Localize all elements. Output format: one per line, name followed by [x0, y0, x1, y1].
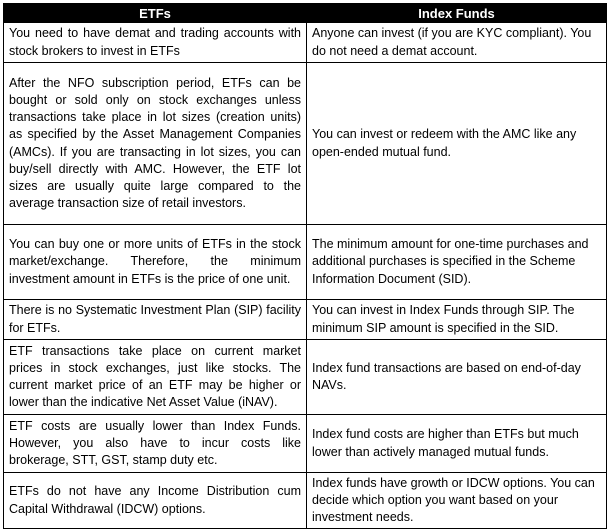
- index-fund-cell: You can invest or redeem with the AMC like any open-ended mutual fund.: [307, 63, 607, 225]
- table-row: [4, 23, 607, 63]
- table-row: [4, 340, 607, 415]
- table-row: [4, 225, 607, 300]
- header-row: [4, 4, 607, 23]
- etf-vs-index-funds-table: [3, 3, 607, 529]
- table-row: [4, 473, 607, 529]
- index-fund-cell: Index fund costs are higher than ETFs but much lower than actively managed mutual funds.: [307, 415, 607, 473]
- header-index-funds: Index Funds: [307, 4, 607, 23]
- etf-cell: After the NFO subscription period, ETFs can be bought or sold only on stock exchanges unless transactions take place in lot sizes (creation units) as specified by the Asset Management Companies (AMCs). If you are transacting in lot sizes, you can buy/sell directly with AMC. However, the ETF lot sizes are usually quite large compared to the average transaction size of retail investors.: [4, 63, 307, 225]
- etf-cell: You need to have demat and trading accounts with stock brokers to invest in ETFs: [4, 23, 307, 63]
- index-fund-cell: Index funds have growth or IDCW options. You can decide which option you want based on your investment needs.: [307, 473, 607, 529]
- etf-cell: You can buy one or more units of ETFs in the stock market/exchange. Therefore, the minimum investment amount in ETFs is the price of one unit.: [4, 225, 307, 300]
- header-etfs: ETFs: [4, 4, 307, 23]
- etf-cell: ETFs do not have any Income Distribution cum Capital Withdrawal (IDCW) options.: [4, 473, 307, 529]
- comparison-table-container: [3, 3, 606, 529]
- table-row: [4, 415, 607, 473]
- etf-cell: ETF transactions take place on current market prices in stock exchanges, just like stocks. The current market price of an ETF may be higher or lower than the indicative Net Asset Value (iNAV).: [4, 340, 307, 415]
- etf-cell: There is no Systematic Investment Plan (SIP) facility for ETFs.: [4, 300, 307, 340]
- index-fund-cell: The minimum amount for one-time purchases and additional purchases is specified in the Scheme Information Document (SID).: [307, 225, 607, 300]
- table-row: [4, 63, 607, 225]
- table-row: [4, 300, 607, 340]
- index-fund-cell: Anyone can invest (if you are KYC compliant). You do not need a demat account.: [307, 23, 607, 63]
- etf-cell: ETF costs are usually lower than Index Funds. However, you also have to incur costs like brokerage, STT, GST, stamp duty etc.: [4, 415, 307, 473]
- index-fund-cell: You can invest in Index Funds through SIP. The minimum SIP amount is specified in the SID.: [307, 300, 607, 340]
- index-fund-cell: Index fund transactions are based on end-of-day NAVs.: [307, 340, 607, 415]
